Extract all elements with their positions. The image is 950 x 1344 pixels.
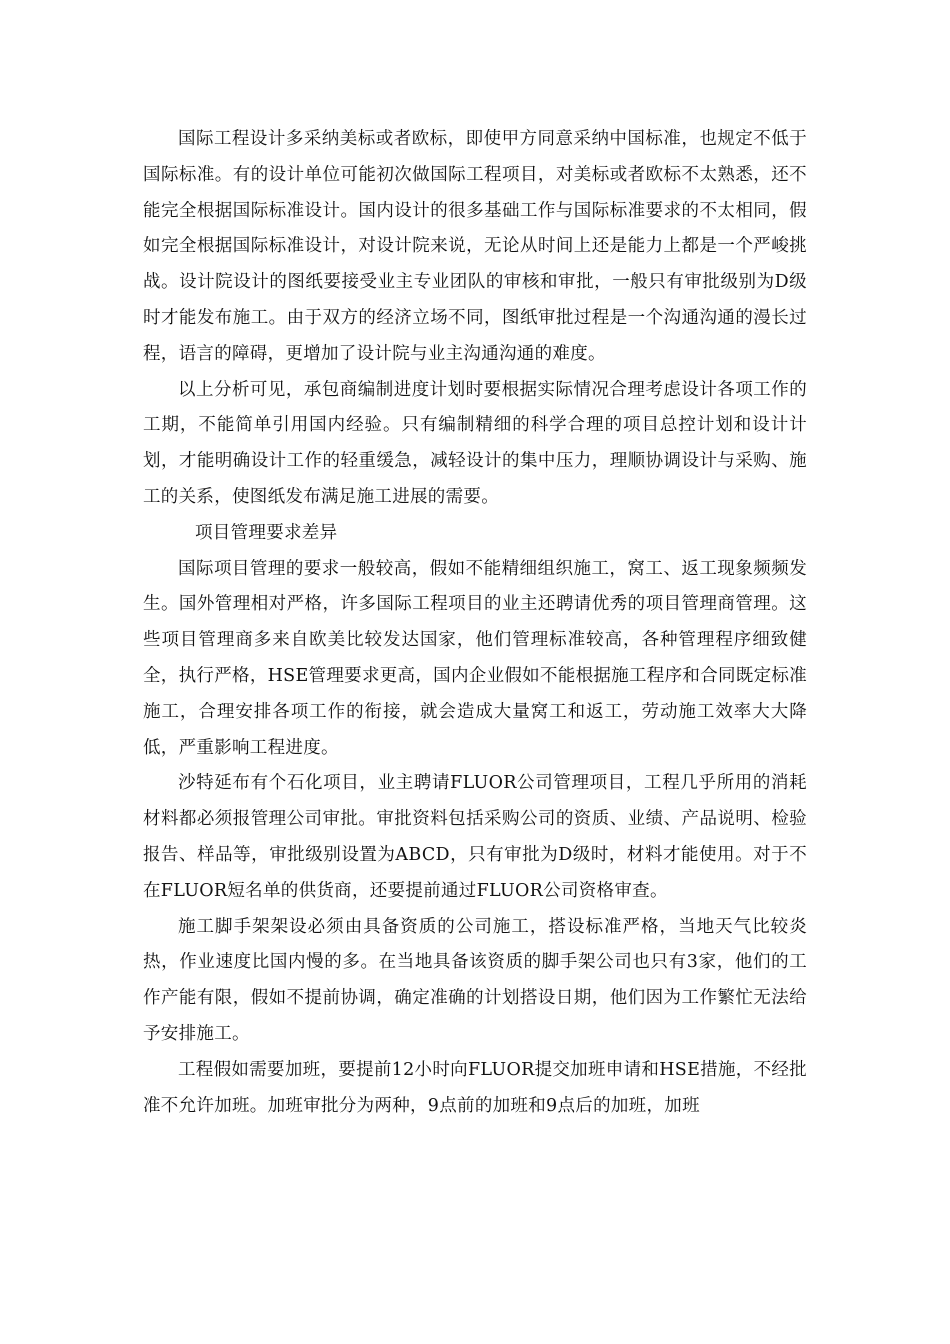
paragraph-management-requirements: 国际项目管理的要求一般较高，假如不能精细组织施工，窝工、返工现象频频发生。国外管理相对严格，许多国际工程项目的业主还聘请优秀的项目管理商管理。这些项目管理商多来自欧美比较发达国家，他们管理标准较高，各种管理程序细致健全，执行严格，HSE管理要求更高，国内企业假如不能根据施工程序和合同既定标准施工，合理安排各项工作的衔接，就会造成大量窝工和返工，劳动施工效率大大降低，严重影响工程进度。 <box>143 558 807 758</box>
paragraph-overtime: 工程假如需要加班，要提前12小时向FLUOR提交加班申请和HSE措施，不经批准不允许加班。加班审批分为两种，9点前的加班和9点后的加班，加班 <box>143 1059 807 1116</box>
paragraph-scaffolding: 施工脚手架架设必须由具备资质的公司施工，搭设标准严格，当地天气比较炎热，作业速度比国内慢的多。在当地具备该资质的脚手架公司也只有3家，他们的工作产能有限，假如不提前协调，确定准确的计划搭设日期，他们因为工作繁忙无法给予安排施工。 <box>143 916 807 1044</box>
paragraph-schedule-analysis: 以上分析可见，承包商编制进度计划时要根据实际情况合理考虑设计各项工作的工期，不能简单引用国内经验。只有编制精细的科学合理的项目总控计划和设计计划，才能明确设计工作的轻重缓急，减轻设计的集中压力，理顺协调设计与采购、施工的关系，使图纸发布满足施工进展的需要。 <box>143 379 807 507</box>
section-heading-management-differences: 项目管理要求差异 <box>195 522 338 543</box>
paragraph-design-standards: 国际工程设计多采纳美标或者欧标，即使甲方同意采纳中国标准，也规定不低于国际标准。有的设计单位可能初次做国际工程项目，对美标或者欧标不太熟悉，还不能完全根据国际标准设计。国内设计的很多基础工作与国际标准要求的不太相同，假如完全根据国际标准设计，对设计院来说，无论从时间上还是能力上都是一个严峻挑战。设计院设计的图纸要接受业主专业团队的审核和审批，一般只有审批级别为D级时才能发布施工。由于双方的经济立场不同，图纸审批过程是一个沟通沟通的漫长过程，语言的障碍，更增加了设计院与业主沟通沟通的难度。 <box>143 129 807 364</box>
document-body <box>143 122 807 1124</box>
paragraph-saudi-project-example: 沙特延布有个石化项目，业主聘请FLUOR公司管理项目，工程几乎所用的消耗材料都必须报管理公司审批。审批资料包括采购公司的资质、业绩、产品说明、检验报告、样品等，审批级别设置为ABCD，只有审批为D级时，材料才能使用。对于不在FLUOR短名单的供货商，还要提前通过FLUOR公司资格审查。 <box>143 773 807 901</box>
